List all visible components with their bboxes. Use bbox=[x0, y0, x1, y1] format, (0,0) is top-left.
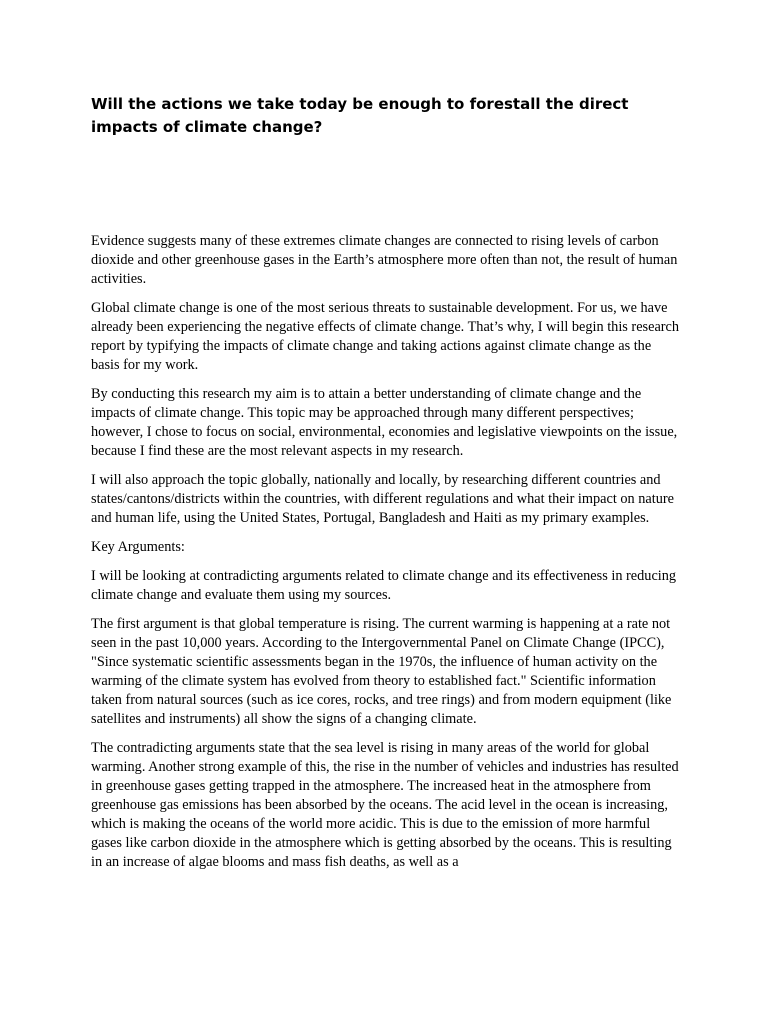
paragraph-global-threat: Global climate change is one of the most serious threats to sustainable development. For us, we have already been experiencing the negative effects of climate change. That’s why, I will begin this research report by typifying the impacts of climate change and taking actions against climate change as the basis for my work. bbox=[91, 300, 680, 373]
paragraph-sea-level: The contradicting arguments state that the sea level is rising in many areas of the world for global warming. Another strong example of this, the rise in the number of vehicles and industries has resulted in greenhouse gases getting trapped in the atmosphere. The increased heat in the atmosphere from greenhouse gas emissions has been absorbed by the oceans. The acid level in the ocean is increasing, which is making the oceans of the world more acidic. This is due to the emission of more harmful gases like carbon dioxide in the atmosphere which is getting absorbed by the oceans. This is resulting in an increase of algae blooms and mass fish deaths, as well as a bbox=[91, 740, 679, 870]
paragraph-approach: I will also approach the topic globally, nationally and locally, by researching different countries and states/cantons/districts within the countries, with different regulations and what their impact on nature and human life, using the United States, Portugal, Bangladesh and Haiti as my primary examples. bbox=[91, 472, 674, 526]
document-title: Will the actions we take today be enough to forestall the direct impacts of climate change? bbox=[91, 95, 629, 136]
paragraph-contradicting-arguments: I will be looking at contradicting arguments related to climate change and its effectiveness in reducing climate change and evaluate them using my sources. bbox=[91, 568, 677, 603]
document-body bbox=[91, 232, 681, 882]
paragraph-first-argument: The first argument is that global temperature is rising. The current warming is happening at a rate not seen in the past 10,000 years. According to the Intergovernmental Panel on Climate Change (IPCC), "Since systematic scientific assessments began in the 1970s, the influence of human activity on the warming of the climate system has evolved from theory to established fact." Scientific information taken from natural sources (such as ice cores, rocks, and tree rings) and from modern equipment (like satellites and instruments) all show the signs of a changing climate. bbox=[91, 616, 672, 727]
paragraph-key-arguments-heading: Key Arguments: bbox=[91, 539, 185, 555]
paragraph-research-aim: By conducting this research my aim is to attain a better understanding of climate change and the impacts of climate change. This topic may be approached through many different perspectives; however, I chose to focus on social, environmental, economies and legislative viewpoints on the issue, because I find these are the most relevant aspects in my research. bbox=[91, 386, 678, 459]
paragraph-evidence: Evidence suggests many of these extremes climate changes are connected to rising levels of carbon dioxide and other greenhouse gases in the Earth’s atmosphere more often than not, the result of human activities. bbox=[91, 233, 678, 287]
